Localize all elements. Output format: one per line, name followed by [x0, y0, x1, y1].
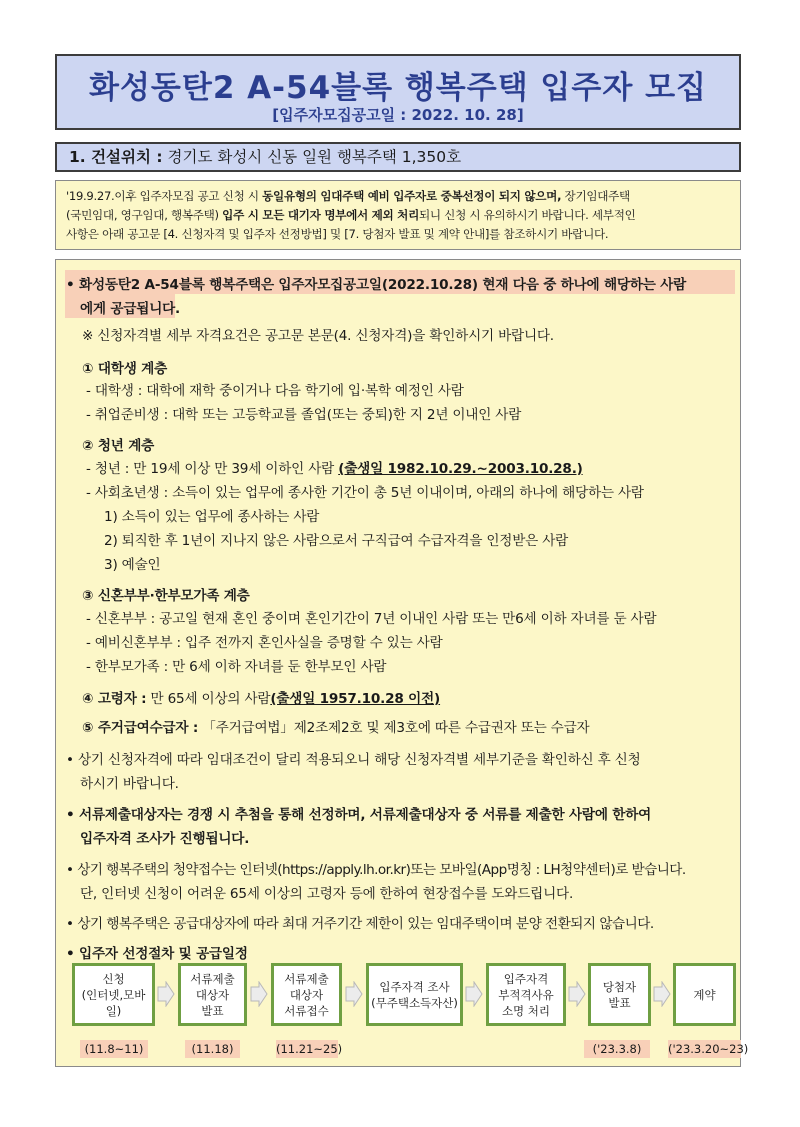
bullet-1-line-2: 하시기 바랍니다. — [80, 776, 179, 792]
flow-step-text: 신청 — [102, 971, 125, 986]
intro-line-2: 에게 공급됩니다. — [80, 301, 181, 317]
section-elderly — [82, 687, 440, 707]
list-item: - 사회초년생 : 소득이 있는 업무에 종사한 기간이 총 5년 이내이며, 아래의 하나에 해당하는 사람 — [86, 485, 644, 501]
list-item — [86, 457, 583, 477]
list-item: 1) 소득이 있는 업무에 종사하는 사람 — [104, 509, 320, 525]
bullet-2-line-1: • 서류제출대상자는 경쟁 시 추첨을 통해 선정하며, 서류제출대상자 중 서류를 제출한 사람에 한하여 — [66, 807, 652, 823]
flow-step-text: 입주자격 — [503, 971, 549, 986]
flow-step-text: 서류접수 — [284, 1003, 329, 1018]
flow-step-text: 서류제출 — [190, 971, 235, 986]
eligibility-box — [55, 259, 749, 1067]
list-item: 2) 퇴직한 후 1년이 지나지 않은 사람으로서 구직급여 수급자격을 인정받은 사람 — [104, 533, 569, 549]
bullet-4: • 상기 행복주택은 공급대상자에 따라 최대 거주기간 제한이 있는 임대주택이며 분양 전환되지 않습니다. — [66, 916, 654, 932]
bullet-2-line-2: 입주자격 조사가 진행됩니다. — [80, 831, 250, 847]
arrow-right-icon — [345, 981, 363, 1007]
list-item: - 대학생 : 대학에 재학 중이거나 다음 학기에 입·복학 예정인 사람 — [86, 383, 464, 399]
flow-step-text: 대상자 — [195, 987, 230, 1002]
list-item: - 한부모가족 : 만 6세 이하 자녀를 둔 한부모인 사람 — [86, 659, 387, 675]
flow-step-text: 발표 — [608, 995, 631, 1010]
bullet-3-line-2: 단, 인터넷 신청이 어려운 65세 이상의 고령자 등에 한하여 현장접수를 도와드립니다. — [80, 886, 574, 902]
list-item: - 취업준비생 : 대학 또는 고등학교를 졸업(또는 중퇴)한 지 2년 이내인 사람 — [86, 407, 522, 423]
section-newlywed: ③ 신혼부부·한부모가족 계층 — [82, 588, 250, 604]
flow-step-text: 대상자 — [289, 987, 324, 1002]
note-line: ※ 신청자격별 세부 자격요건은 공고문 본문(4. 신청자격)을 확인하시기 바랍니다. — [82, 328, 554, 344]
flow-step-text: 서류제출 — [284, 971, 329, 986]
flow-step-text: (인터넷,모바일) — [81, 987, 146, 1018]
birth-date-range: (출생일 1982.10.29.~2003.10.28.) — [338, 461, 583, 477]
arrow-right-icon — [465, 981, 483, 1007]
section-university: ① 대학생 계층 — [82, 361, 168, 377]
flow-step-eligibility-check — [366, 963, 463, 1026]
flow-step-ineligibility-appeal — [486, 963, 566, 1026]
date-document-submit: (11.21~25) — [276, 1042, 343, 1056]
announcement-date: [입주자모집공고일 : 2022. 10. 28] — [272, 106, 524, 124]
bullet-3-line-1: • 상기 행복주택의 청약접수는 인터넷(https://apply.lh.or.kr)또는 모바일(App명칭 : LH청약센터)로 받습니다. — [66, 862, 686, 878]
flow-step-text: 부적격사유 — [498, 987, 554, 1002]
date-document-announce: (11.18) — [185, 1040, 240, 1058]
notice-line-1 — [66, 187, 730, 206]
list-item: - 신혼부부 : 공고일 현재 혼인 중이며 혼인기간이 7년 이내인 사람 또는 만6세 이하 자녀를 둔 사람 — [86, 611, 657, 627]
arrow-right-icon — [568, 981, 586, 1007]
flow-step-document-submit — [271, 963, 342, 1026]
flow-step-text: 소명 처리 — [501, 1003, 551, 1018]
list-item: - 예비신혼부부 : 입주 전까지 혼인사실을 증명할 수 있는 사람 — [86, 635, 443, 651]
section-housing-benefit — [82, 716, 589, 736]
notice-text: (국민임대, 영구임대, 행복주택) — [66, 208, 223, 222]
section-label: ⑤ 주거급여수급자 : — [82, 720, 199, 736]
flow-step-document-announce — [178, 963, 247, 1026]
section-text: 만 65세 이상의 사람 — [146, 691, 271, 707]
arrow-right-icon — [653, 981, 671, 1007]
notice-box — [55, 180, 741, 250]
location-label: 1. 건설위치 : — [69, 148, 163, 166]
list-item: 3) 예술인 — [104, 557, 161, 573]
page-title: 화성동탄2 A-54블록 행복주택 입주자 모집 — [89, 70, 707, 106]
flow-step-text: 발표 — [201, 1003, 224, 1018]
notice-text: '19.9.27.이후 입주자모집 공고 신청 시 — [66, 189, 263, 203]
flow-step-apply — [72, 963, 155, 1026]
flow-step-text: 당첨자 — [602, 979, 637, 994]
date-contract: ('23.3.20~23) — [668, 1042, 749, 1056]
date-winner-announce: ('23.3.8) — [584, 1040, 650, 1058]
notice-line-3: 사항은 아래 공고문 [4. 신청자격 및 입주자 선정방법] 및 [7. 당첨자 발표 및 계약 안내]를 참조하시기 바랍니다. — [66, 227, 609, 241]
notice-text: 되니 신청 시 유의하시기 바랍니다. 세부적인 — [418, 208, 636, 222]
intro-line-1: • 화성동탄2 A-54블록 행복주택은 입주자모집공고일(2022.10.28) 현재 다음 중 하나에 해당하는 사람 — [66, 277, 687, 293]
birth-date-limit: (출생일 1957.10.28 이전) — [270, 691, 441, 707]
notice-text: 장기임대주택 — [561, 189, 630, 203]
schedule-heading: • 입주자 선정절차 및 공급일정 — [66, 946, 248, 962]
flow-step-text: (무주택소득자산) — [371, 995, 458, 1010]
section-text: 「주거급여법」제2조제2호 및 제3호에 따른 수급권자 또는 수급자 — [198, 720, 590, 736]
location-box — [55, 142, 741, 172]
arrow-right-icon — [250, 981, 268, 1007]
notice-emphasis: 입주 시 모든 대기자 명부에서 제외 처리 — [222, 208, 419, 222]
flow-step-contract — [673, 963, 736, 1026]
flow-step-winner-announce — [588, 963, 651, 1026]
notice-emphasis: 동일유형의 임대주택 예비 입주자로 중복선정이 되지 않으며, — [262, 189, 562, 203]
bullet-1-line-1: • 상기 신청자격에 따라 임대조건이 달리 적용되오니 해당 신청자격별 세부기준을 확인하신 후 신청 — [66, 752, 641, 768]
location-value: 경기도 화성시 신동 일원 행복주택 1,350호 — [167, 148, 462, 166]
flow-step-text: 계약 — [693, 987, 716, 1002]
date-apply: (11.8~11) — [80, 1040, 148, 1058]
section-youth: ② 청년 계층 — [82, 438, 155, 454]
notice-line-2 — [66, 206, 730, 225]
list-item-text: - 청년 : 만 19세 이상 만 39세 이하인 사람 — [86, 461, 339, 477]
flow-step-text: 입주자격 조사 — [379, 979, 450, 994]
arrow-right-icon — [157, 981, 175, 1007]
title-box — [55, 54, 741, 130]
section-label: ④ 고령자 : — [82, 691, 147, 707]
